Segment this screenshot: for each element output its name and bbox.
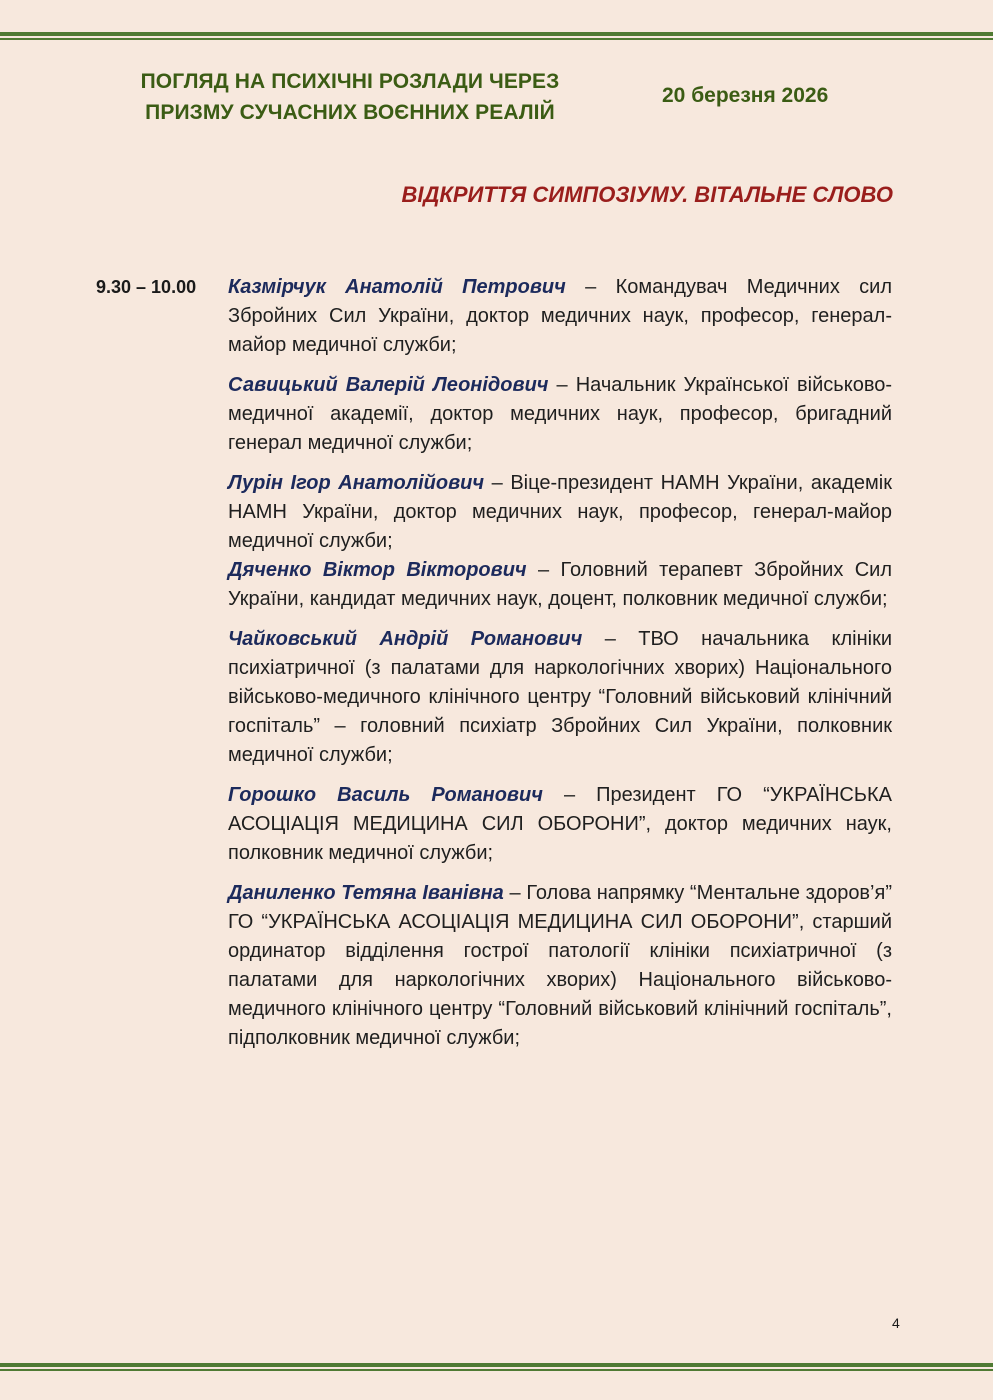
speaker-entry — [228, 781, 892, 868]
speaker-description: – Головний терапевт Збройних Сил України, кандидат медичних наук, доцент, полковник медичної служби; — [228, 559, 893, 610]
document-title-line-1: ПОГЛЯД НА ПСИХІЧНІ РОЗЛАДИ ЧЕРЕЗ — [140, 70, 560, 93]
speaker-entry — [228, 469, 892, 556]
speaker-description: – Президент ГО “УКРАЇНСЬКА АСОЦІАЦІЯ МЕДИЦИНА СИЛ ОБОРОНИ”, доктор медичних наук, полковник медичної служби; — [228, 784, 892, 864]
speaker-description: – Віце-президент НАМН України, академік НАМН України, доктор медичних наук, професор, генерал-майор медичної служби; — [228, 472, 892, 552]
speaker-description: – Начальник Української військово-медичної академії, доктор медичних наук, професор, бригадний генерал медичної служби; — [228, 374, 892, 454]
speaker-description: – ТВО начальника клініки психіатричної (з палатами для наркологічних хворих) Національного військово-медичного клінічного центру “Головний військовий клінічний госпіталь” – головний психіатр Збройних Сил України, полковник медичної служби; — [228, 628, 892, 766]
page-number: 4 — [892, 1315, 900, 1331]
speaker-entry — [228, 273, 892, 360]
session-time: 9.30 – 10.00 — [96, 277, 197, 297]
event-date: 20 березня 2026 — [662, 84, 829, 107]
speaker-name: Савицький Валерій Леонідович — [228, 374, 549, 396]
document-title-line-2: ПРИЗМУ СУЧАСНИХ ВОЄННИХ РЕАЛІЙ — [145, 101, 555, 124]
speaker-description: – Голова напрямку “Ментальне здоров’я” ГО “УКРАЇНСЬКА АСОЦІАЦІЯ МЕДИЦИНА СИЛ ОБОРОНИ”, старший ординатор відділення гострої патології клініки психіатричної (з палатами для наркологічних хворих) Національного військово-медичного клінічного центру “Головний військовий клінічний госпіталь”, підполковник медичної служби; — [228, 882, 892, 1049]
speaker-list — [228, 273, 892, 1064]
speaker-name: Даниленко Тетяна Іванівна — [228, 882, 504, 904]
speaker-entry — [228, 625, 892, 770]
speaker-entry — [228, 371, 892, 458]
speaker-name: Чайковський Андрій Романович — [228, 628, 583, 650]
speaker-name: Казмірчук Анатолій Петрович — [228, 276, 566, 298]
speaker-description: – Командувач Медичних сил Збройних Сил України, доктор медичних наук, професор, генерал-майор медичної служби; — [228, 276, 892, 356]
speaker-entry — [228, 879, 892, 1053]
speaker-name: Лурін Ігор Анатолійович — [228, 472, 485, 494]
document-title — [100, 66, 600, 128]
section-heading: ВІДКРИТТЯ СИМПОЗІУМУ. ВІТАЛЬНЕ СЛОВО — [401, 182, 893, 207]
speaker-name: Горошко Василь Романович — [228, 784, 543, 806]
speaker-name: Дяченко Віктор Вікторович — [228, 559, 527, 581]
speaker-entry — [228, 556, 892, 614]
